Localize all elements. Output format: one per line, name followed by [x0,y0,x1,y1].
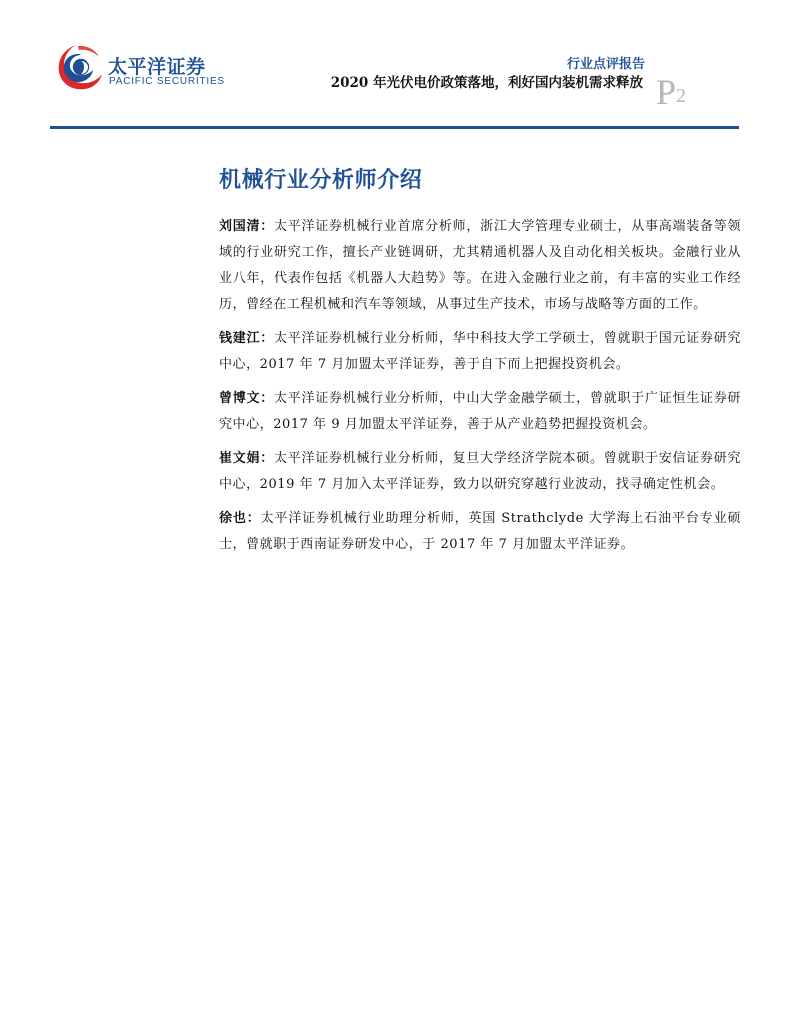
analyst-bio [219,326,741,378]
analyst-bio [219,386,741,438]
analyst-bio-text: 太平洋证券机械行业助理分析师，英国 Strathclyde 大学海上石油平台专业硕士，曾就职于西南证券研发中心，于 2017 年 7 月加盟太平洋证券。 [219,511,741,553]
analyst-name: 曾博文： [219,391,274,407]
page-number-mark [656,74,686,110]
analyst-bio [219,446,741,498]
analyst-introduction [219,168,741,558]
analyst-bio-text: 太平洋证券机械行业分析师，中山大学金融学硕士，曾就职于广证恒生证券研究中心，2017 年 9 月加盟太平洋证券，善于从产业趋势把握投资机会。 [219,391,741,433]
analyst-bio [219,506,741,558]
section-title: 机械行业分析师介绍 [219,168,423,193]
analyst-bio-text: 太平洋证券机械行业分析师，华中科技大学工学硕士，曾就职于国元证券研究中心，2017 年 7 月加盟太平洋证券，善于自下而上把握投资机会。 [219,331,741,373]
analyst-bio-list [219,214,741,558]
analyst-bio-text: 太平洋证券机械行业首席分析师，浙江大学管理专业硕士，从事高端装备等领域的行业研究工作，擅长产业链调研，尤其精通机器人及自动化相关板块。金融行业从业八年，代表作包括《机器人大趋势》等。在进入金融行业之前，有丰富的实业工作经历，曾经在工程机械和汽车等领域，从事过生产技术，市场与战略等方面的工作。 [219,219,741,313]
report-title: 2020 年光伏电价政策落地，利好国内装机需求释放 [330,75,643,91]
page-header [0,0,791,130]
report-type: 行业点评报告 [566,57,645,72]
analyst-name: 钱建江： [219,331,274,347]
analyst-name: 崔文娟： [219,451,274,467]
analyst-name: 徐也： [219,511,261,527]
page-number: 2 [676,85,687,107]
analyst-name: 刘国清： [219,219,274,235]
pacific-securities-logo-icon [54,42,104,92]
analyst-bio [219,214,741,318]
logo-chinese-name: 太平洋证券 [108,56,206,78]
page-prefix: P [656,72,677,112]
company-logo [54,42,224,94]
header-divider [50,126,739,129]
logo-english-name: PACIFIC SECURITIES [109,76,225,87]
analyst-bio-text: 太平洋证券机械行业分析师，复旦大学经济学院本硕。曾就职于安信证券研究中心，2019 年 7 月加入太平洋证券，致力以研究穿越行业波动，找寻确定性机会。 [219,451,741,493]
